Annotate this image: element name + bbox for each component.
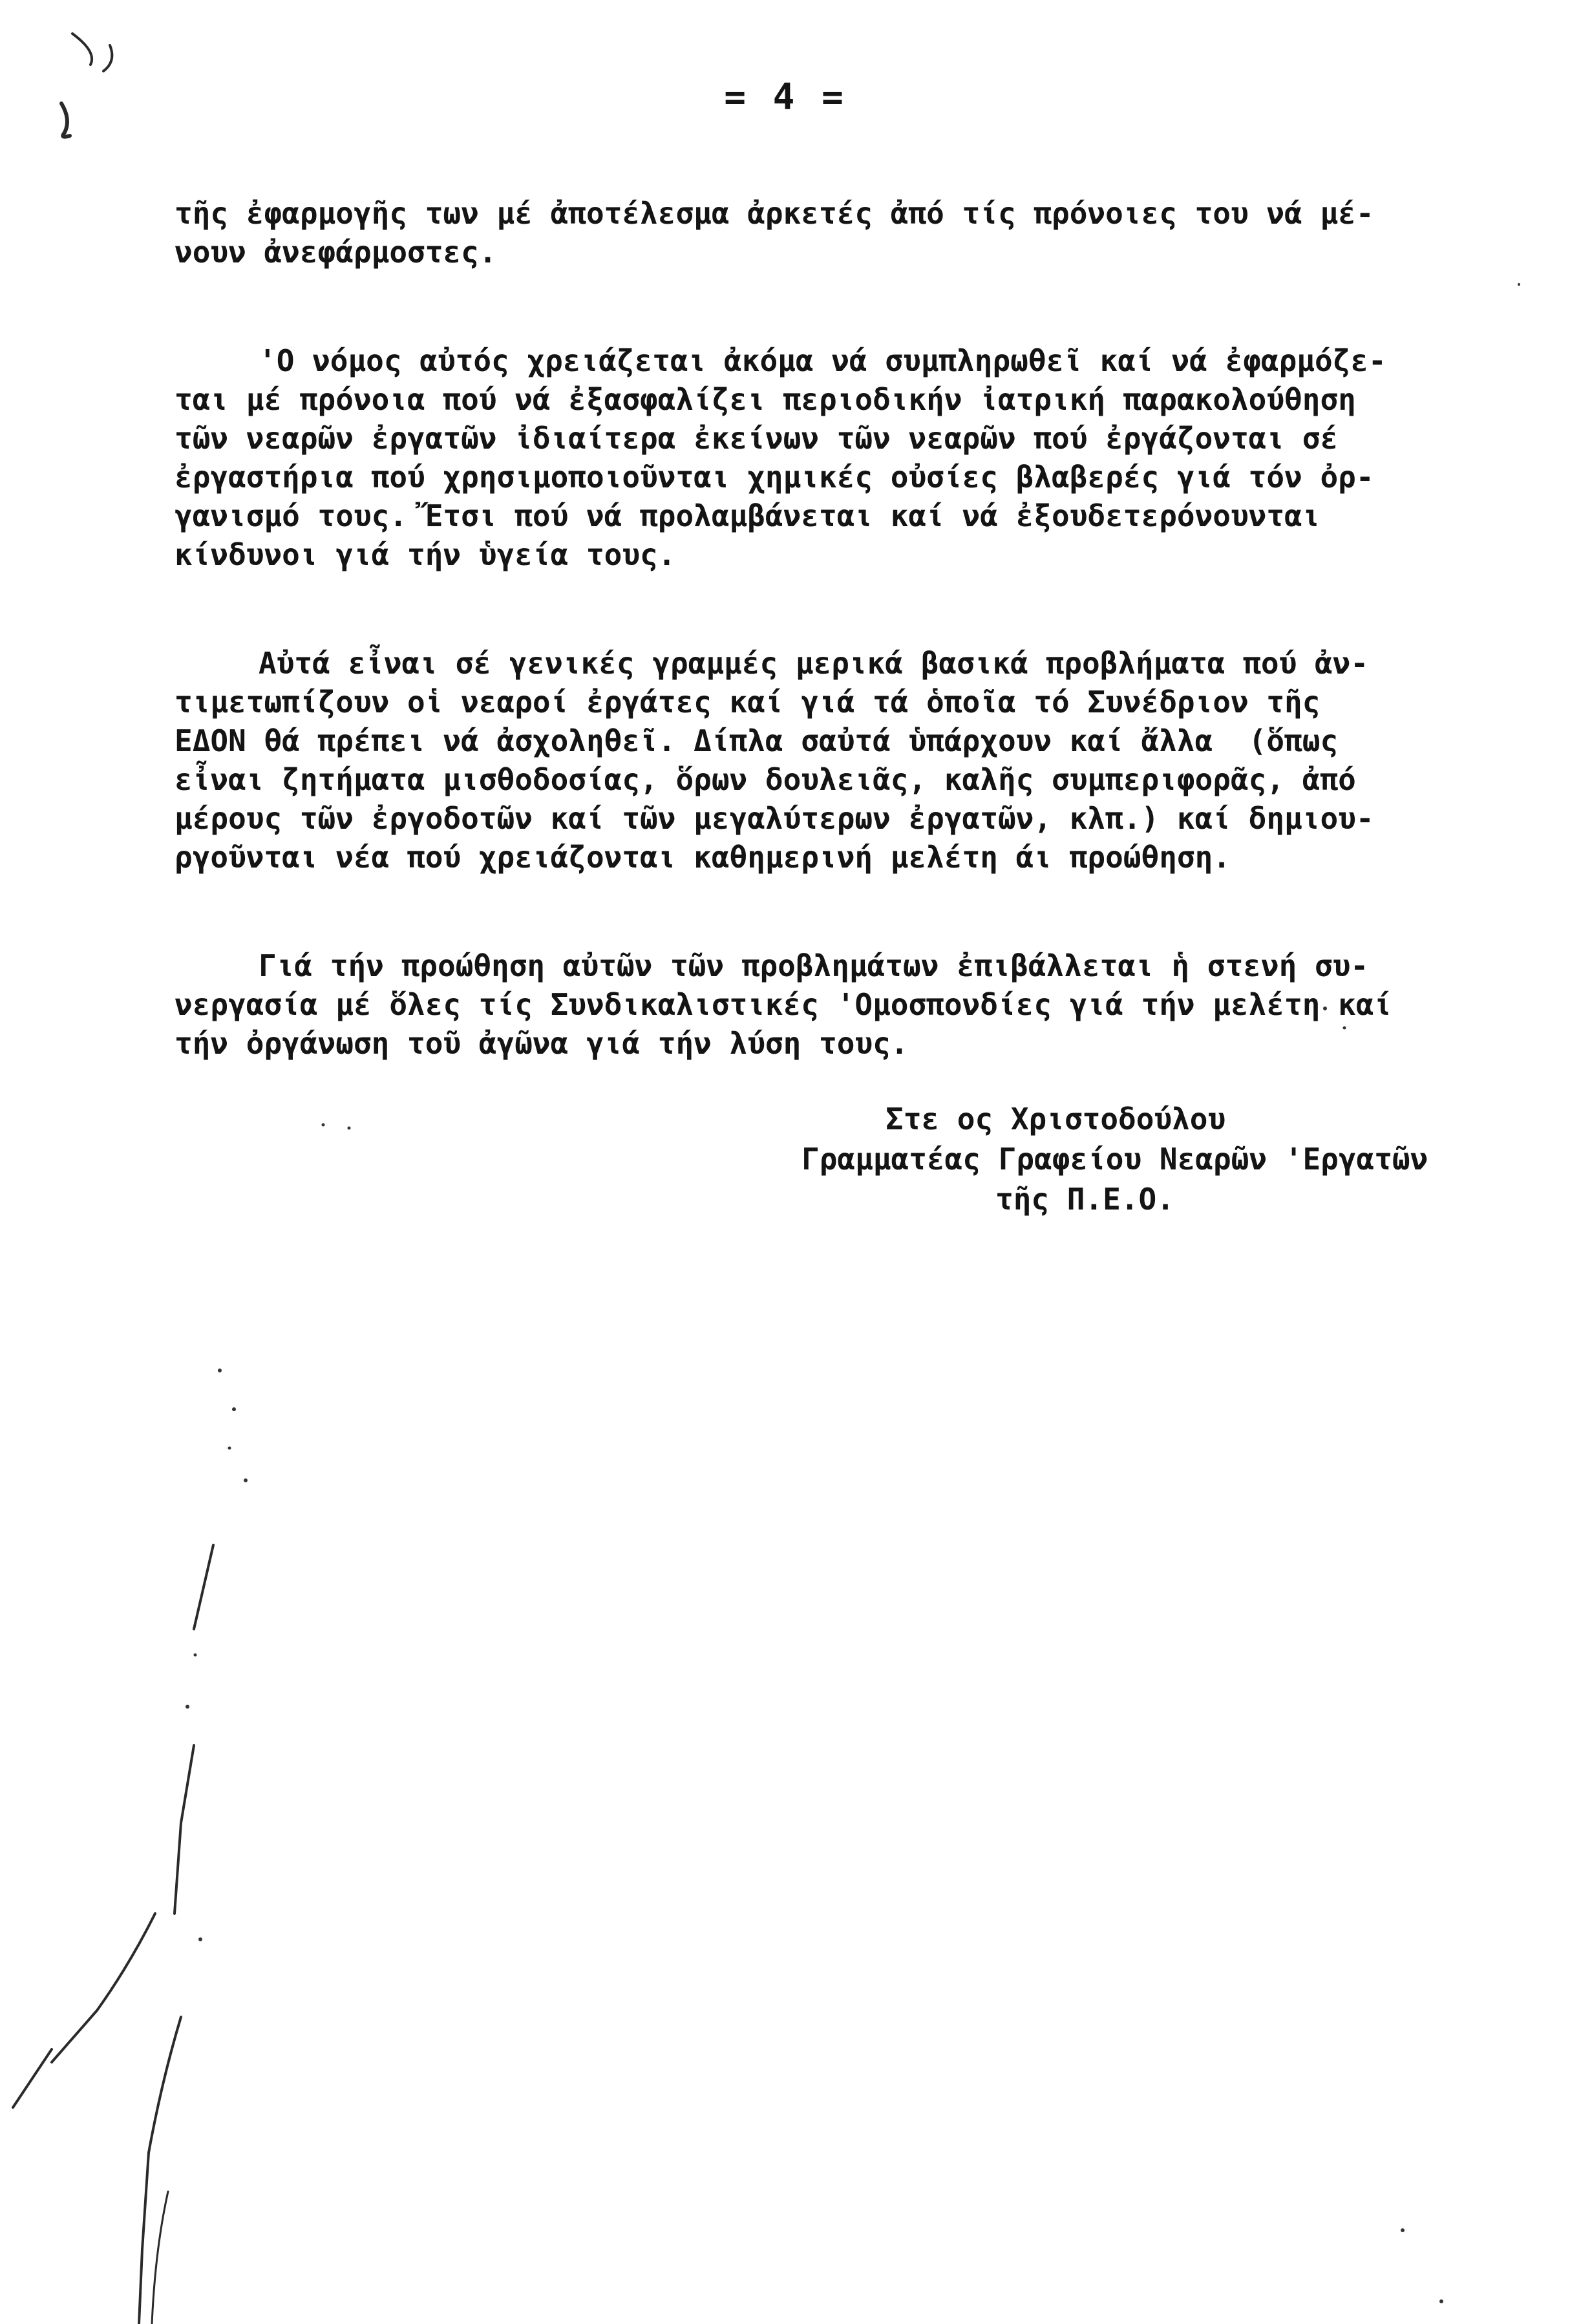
signatory-name: Στε ος Χριστοδούλου	[886, 1102, 1226, 1136]
text-line: μέρους τῶν ἐργοδοτῶν καί τῶν μεγαλύτερων ἐργατῶν, κλπ.) καί δημιου-	[175, 801, 1374, 836]
paragraph-2	[175, 341, 1538, 574]
text-line: νεργασία μέ ὅλες τίς Συνδικαλιστικές 'Ομοσπονδίες γιά τήν μελέτη καί	[175, 987, 1392, 1022]
letter-body	[175, 194, 1538, 1133]
text-line: ἐργαστήρια πού χρησιμοποιοῦνται χημικές οὐσίες βλαβερές γιά τόν ὀρ-	[175, 460, 1374, 495]
text-line: ται μέ πρόνοια πού νά ἐξασφαλίζει περιοδικήν ἰατρική παρακολούθηση	[175, 382, 1356, 417]
text-line: κίνδυνοι γιά τήν ὑγεία τους.	[175, 537, 676, 572]
page-number: = 4 =	[724, 76, 846, 118]
text-line: εἶναι ζητήματα μισθοδοσίας, ὅρων δουλειᾶς, καλῆς συμπεριφορᾶς, ἀπό	[175, 762, 1356, 797]
text-line: τῶν νεαρῶν ἐργατῶν ἰδιαίτερα ἐκείνων τῶν νεαρῶν πού ἐργάζονται σέ	[175, 421, 1339, 456]
text-line: τήν ὀργάνωση τοῦ ἀγῶνα γιά τήν λύση τους.	[175, 1026, 909, 1061]
paragraph-1	[175, 194, 1538, 272]
paragraph-3	[175, 644, 1538, 877]
signature-block	[801, 1099, 1545, 1219]
text-line: τιμετωπίζουν οἱ νεαροί ἐργάτες καί γιά τά ὁποῖα τό Συνέδριον τῆς	[175, 685, 1321, 720]
text-line: τῆς ἐφαρμογῆς των μέ ἀποτέλεσμα ἀρκετές ἀπό τίς πρόνοιες του νά μέ-	[175, 196, 1374, 231]
paragraph-4	[175, 946, 1538, 1063]
text-line: Αὐτά εἶναι σέ γενικές γραμμές μερικά βασικά προβλήματα πού ἀν-	[259, 646, 1369, 681]
signatory-organization: τῆς Π.Ε.Ο.	[995, 1182, 1174, 1217]
signatory-title: Γραμματέας Γραφείου Νεαρῶν 'Εργατῶν	[801, 1142, 1428, 1177]
text-line: ργοῦνται νέα πού χρειάζονται καθημερινή μελέτη άι προώθηση.	[175, 840, 1231, 875]
text-line: ΕΔΟΝ θά πρέπει νά ἀσχοληθεῖ. Δίπλα σαὐτά ὑπάρχουν καί ἄλλα (ὅπως	[175, 723, 1339, 758]
text-line: γανισμό τους. Ἔτσι πού νά προλαμβάνεται καί νά ἐξουδετερόνουνται	[175, 498, 1321, 533]
text-line: Γιά τήν προώθηση αὐτῶν τῶν προβλημάτων ἐπιβάλλεται ἡ στενή συ-	[259, 948, 1369, 983]
text-line: 'Ο νόμος αὐτός χρειάζεται ἀκόμα νά συμπληρωθεῖ καί νά ἐφαρμόζε-	[259, 343, 1386, 378]
text-line: νουν ἀνεφάρμοστες.	[175, 235, 497, 270]
